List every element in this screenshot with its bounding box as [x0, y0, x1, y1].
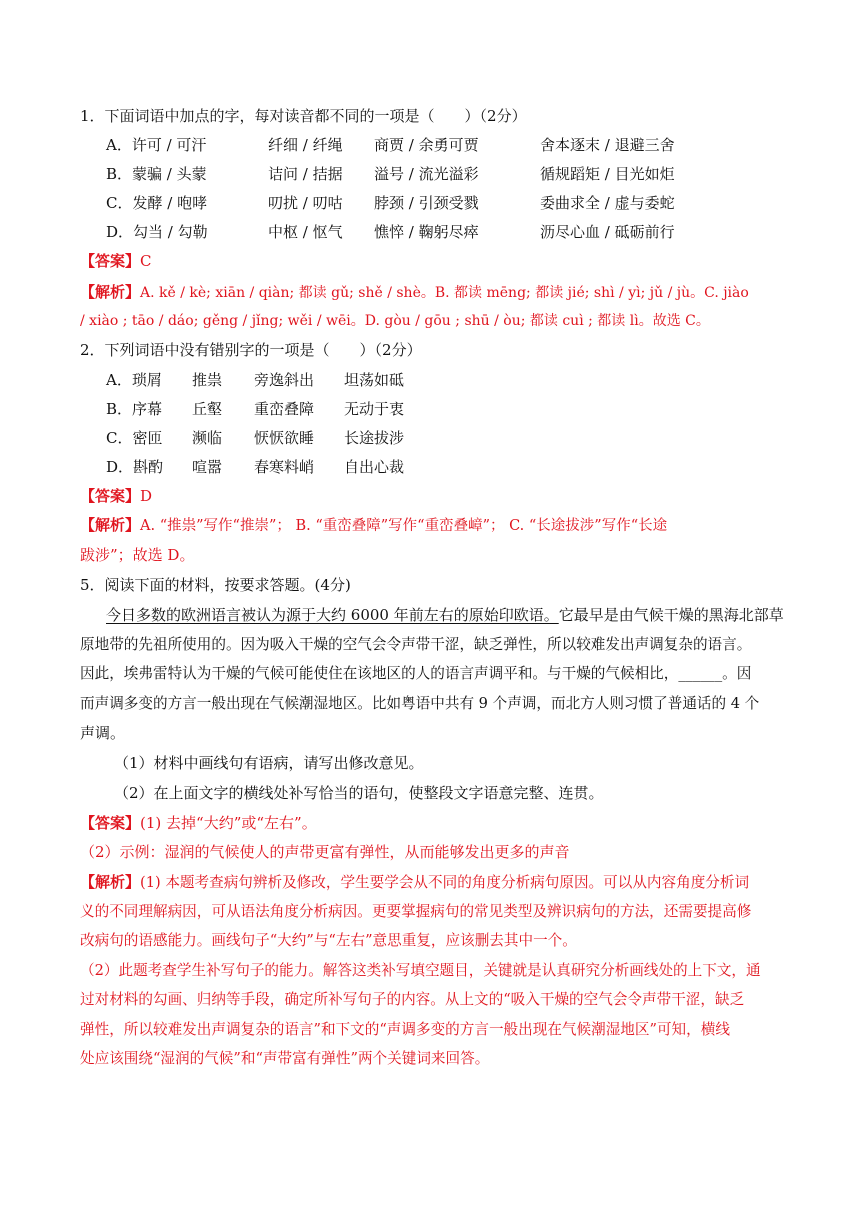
q1-option-cell: 委曲求全 / 虚与委蛇: [540, 194, 675, 212]
underlined-sentence: 今日多数的欧洲语言被认为源于大约 6000 年前左右的原始印欧语。: [106, 606, 559, 624]
q5-analysis-line-3: 改病句的语感能力。画线句子“大约”与“左右”意思重复，应该删去其中一个。: [80, 932, 577, 949]
q5-analysis-line-6: 弹性，所以较难发出声调复杂的语言”和下文的“声调多变的方言一般出现在气候潮湿地区”可知，横线: [80, 1021, 730, 1038]
q5-analysis-line-5: 过对材料的勾画、归纳等手段，确定所补写句子的内容。从上文的“吸入干燥的空气会令声带干涩，缺乏: [80, 991, 745, 1008]
q5-passage-line-5: 声调。: [80, 724, 126, 742]
q5-answer-2: （2）示例：湿润的气候使人的声带更富有弹性，从而能够发出更多的声音: [80, 843, 570, 861]
q2-option-cell: 喧嚣: [192, 458, 223, 476]
q2-option-cell: 坦荡如砥: [344, 371, 405, 389]
analysis-label: 【解析】: [80, 873, 141, 891]
q2-option-cell: 丘壑: [192, 400, 223, 418]
q2-option-cell: 恹恹欲睡: [254, 429, 315, 447]
q2-option-cell: 无动于衷: [344, 400, 405, 418]
q1-answer: [80, 251, 152, 271]
analysis-text: (1) 本题考查病句辨析及修改，学生要学会从不同的角度分析病句原因。可以从内容角度分析词: [140, 874, 750, 891]
q2-option-cell: A．琐屑: [106, 371, 162, 389]
q1-option-cell: 溢号 / 流光溢彩: [374, 165, 479, 183]
q5-stem: 5．阅读下面的材料，按要求答题。(4分): [80, 576, 351, 594]
q2-option-cell: D．斟酌: [106, 458, 164, 476]
q2-analysis-line-2: 跋涉”；故选 D。: [80, 546, 195, 564]
analysis-text: A. kě / kè; xiān / qiàn; 都读 gǔ; shě / shè。B. 都读 mēng; 都读 jié; shì / yì; jǔ / jù。C. jiào: [140, 285, 749, 301]
q1-option-cell: 脖颈 / 引颈受戮: [374, 194, 479, 212]
q2-option-cell: 春寒料峭: [254, 458, 315, 476]
q2-option-cell: B．序幕: [106, 400, 163, 418]
analysis-label: 【解析】: [80, 516, 141, 534]
q1-option-cell: 循规蹈矩 / 目光如炬: [540, 165, 675, 183]
q1-option-cell: 叨扰 / 叨咕: [268, 194, 343, 212]
q2-option-cell: C．密匝: [106, 429, 163, 447]
q1-option-cell: D．勾当 / 勾勒: [106, 223, 208, 241]
answer-label: 【答案】: [80, 814, 141, 832]
answer-value: C: [140, 252, 152, 270]
q2-analysis-line-1: [80, 515, 667, 536]
q5-passage-line-1: [106, 605, 784, 625]
q5-passage-line-2: 原地带的先祖所使用的。因为吸入干燥的空气会令声带干涩，缺乏弹性，所以较难发出声调复杂的语言。: [80, 636, 752, 653]
answer-value: (1) 去掉“大约”或“左右”。: [140, 814, 317, 832]
q2-option-cell: 自出心裁: [344, 458, 405, 476]
q5-passage-line-3: 因此，埃弗雷特认为干燥的气候可能使住在该地区的人的语言声调平和。与干燥的气候相比，______。因: [80, 665, 752, 682]
analysis-text: A. “推祟”写作“推崇”； B. “重峦叠障”写作“重峦叠嶂”； C. “长途拔涉”写作“长途: [140, 518, 668, 534]
q1-option-cell: C．发酵 / 咆哮: [106, 194, 208, 212]
q2-stem: 2．下列词语中没有错别字的一项是（ ）（2分）: [80, 341, 422, 359]
q1-option-cell: A．许可 / 可汗: [106, 136, 207, 154]
q1-option-cell: B．蒙骗 / 头蒙: [106, 165, 207, 183]
q5-sub-question-1: （1）材料中画线句有语病，请写出修改意见。: [114, 754, 424, 772]
q1-analysis-line-1: [80, 282, 749, 303]
q1-option-cell: 憔悴 / 鞠躬尽瘁: [374, 223, 479, 241]
q2-option-cell: 长途拔涉: [344, 429, 405, 447]
q5-analysis-line-1: [80, 872, 749, 893]
q2-option-cell: 重峦叠障: [254, 400, 315, 418]
q5-answer-1: [80, 813, 317, 833]
q1-option-cell: 舍本逐末 / 退避三舍: [540, 136, 675, 154]
q1-option-cell: 纤细 / 纤绳: [268, 136, 343, 154]
answer-label: 【答案】: [80, 252, 141, 270]
q5-passage-line-4: 而声调多变的方言一般出现在气候潮湿地区。比如粤语中共有 9 个声调，而北方人则习惯了普通话的 4 个: [80, 695, 760, 712]
q2-option-cell: 濒临: [192, 429, 223, 447]
q1-stem: 1．下面词语中加点的字，每对读音都不同的一项是（ ）（2分）: [80, 107, 527, 125]
q1-option-cell: 商贾 / 余勇可贾: [374, 136, 479, 154]
q2-option-cell: 推祟: [192, 371, 223, 389]
q5-analysis-line-4: （2）此题考查学生补写句子的能力。解答这类补写填空题目，关键就是认真研究分析画线处的上下文，通: [80, 962, 761, 979]
q2-answer: [80, 486, 152, 506]
analysis-label: 【解析】: [80, 283, 141, 301]
answer-value: D: [140, 487, 153, 505]
q1-option-cell: 沥尽心血 / 砥砺前行: [540, 223, 675, 241]
q1-option-cell: 中枢 / 怄气: [268, 223, 343, 241]
answer-label: 【答案】: [80, 487, 141, 505]
q5-sub-question-2: （2）在上面文字的横线处补写恰当的语句，使整段文字语意完整、连贯。: [114, 784, 604, 802]
q5-analysis-line-7: 处应该围绕“湿润的气候”和“声带富有弹性”两个关键词来回答。: [80, 1050, 490, 1067]
q1-option-cell: 诘问 / 拮据: [268, 165, 343, 183]
passage-text: 它最早是由气候干燥的黑海北部草: [558, 606, 784, 624]
q2-option-cell: 旁逸斜出: [254, 371, 315, 389]
q5-analysis-line-2: 义的不同理解病因，可从语法角度分析病因。更要掌握病句的常见类型及辨识病句的方法，还需要提高修: [80, 903, 752, 920]
q1-analysis-line-2: / xiào ; tāo / dáo; gěng / jǐng; wěi / wēi。D. gòu / gōu ; shū / òu; 都读 cuì ; 都读 lì。故选 C。: [80, 313, 710, 329]
